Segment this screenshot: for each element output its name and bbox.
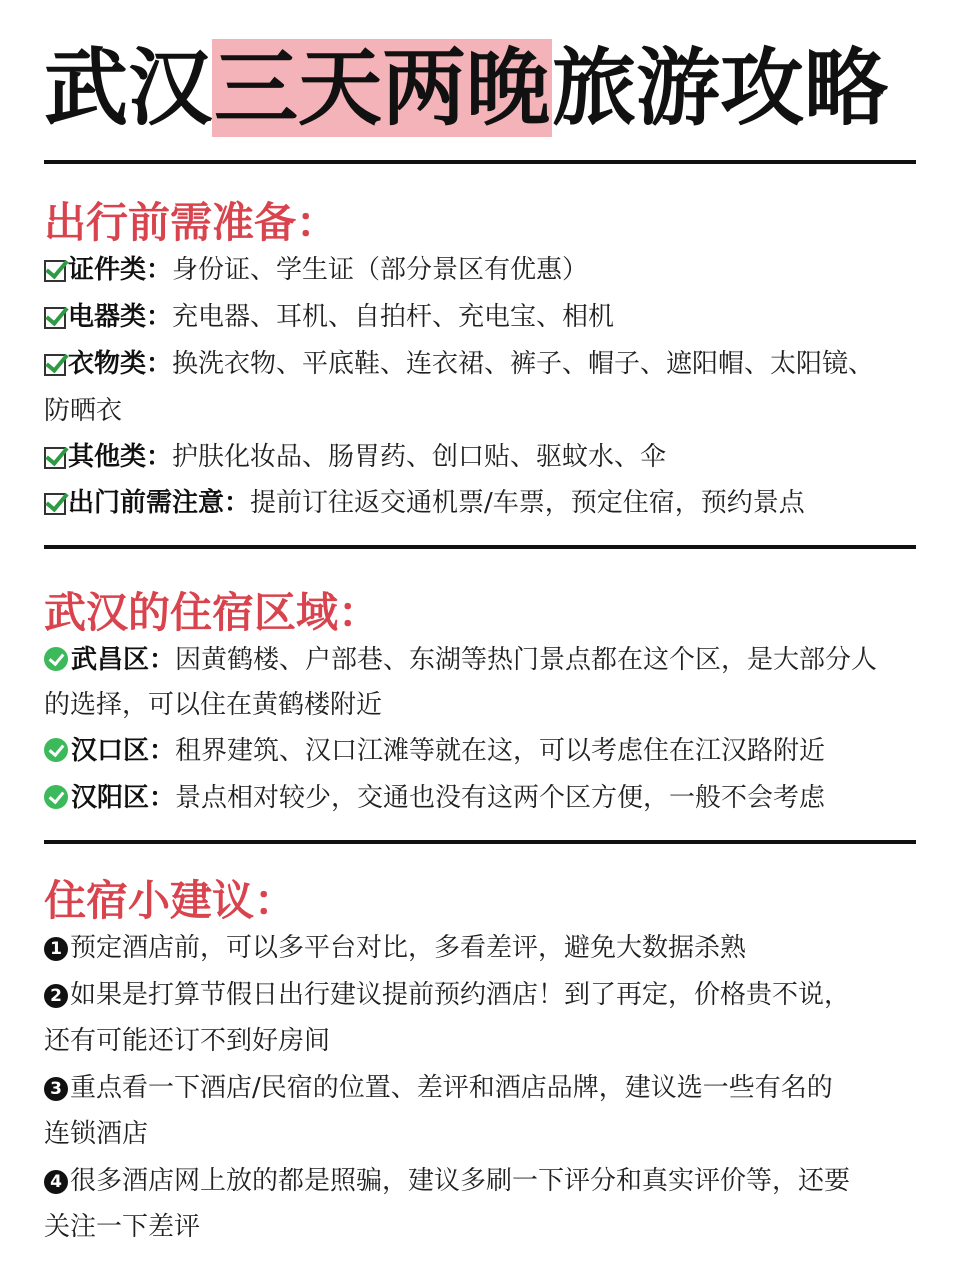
- list-item-tip-2: 2 如果是打算节假日出行建议提前预约酒店！到了再定，价格贵不说，: [44, 972, 948, 1018]
- check-circle-icon: [44, 785, 68, 809]
- section-title-accommodation-areas: 武汉的住宿区域：: [44, 588, 381, 637]
- check-circle-icon: [44, 647, 68, 671]
- check-circle-icon: [44, 738, 68, 762]
- title-highlight: 三天两晚: [214, 39, 551, 137]
- page-title: [44, 40, 888, 136]
- divider-1: [44, 160, 916, 164]
- title-part1: 武汉: [44, 39, 213, 137]
- divider-3: [44, 840, 916, 844]
- list-item-tip-4: 4 很多酒店网上放的都是照骗，建议多刷一下评分和真实评价等，还要: [44, 1158, 948, 1204]
- title-part2: 旅游攻略: [552, 39, 889, 137]
- checkbox-icon: [44, 307, 66, 329]
- list-item-clothing-cont: 防晒衣: [44, 396, 123, 426]
- list-item-hanyang: 汉阳区：景点相对较少，交通也没有这两个区方便，一般不会考虑: [44, 775, 948, 821]
- divider-2: [44, 545, 916, 549]
- number-badge: 1: [44, 937, 68, 961]
- list-item-tip-4-cont: 关注一下差评: [44, 1212, 201, 1242]
- list-item-tip-2-cont: 还有可能还订不到好房间: [44, 1026, 331, 1056]
- list-item-wuchang-cont: 的选择，可以住在黄鹤楼附近: [44, 690, 383, 720]
- list-item-before-leaving: 出门前需注意：提前订往返交通机票/车票，预定住宿，预约景点: [44, 480, 948, 526]
- list-item-wuchang: 武昌区：因黄鹤楼、户部巷、东湖等热门景点都在这个区，是大部分人: [44, 637, 948, 683]
- checkbox-icon: [44, 354, 66, 376]
- list-item-clothing: 衣物类：换洗衣物、平底鞋、连衣裙、裤子、帽子、遮阳帽、太阳镜、: [44, 341, 948, 387]
- checkbox-icon: [44, 493, 66, 515]
- section-title-preparation: 出行前需准备：: [44, 198, 339, 247]
- list-item-hankou: 汉口区：租界建筑、汉口江滩等就在这，可以考虑住在江汉路附近: [44, 728, 948, 774]
- section-title-tips: 住宿小建议：: [44, 876, 297, 925]
- checkbox-icon: [44, 260, 66, 282]
- number-badge: 3: [44, 1077, 68, 1101]
- checkbox-icon: [44, 447, 66, 469]
- list-item-other: 其他类：护肤化妆品、肠胃药、创口贴、驱蚊水、伞: [44, 434, 948, 480]
- list-item-documents: 证件类：身份证、学生证（部分景区有优惠）: [44, 247, 948, 293]
- list-item-tip-1: 1 预定酒店前，可以多平台对比，多看差评，避免大数据杀熟: [44, 925, 948, 971]
- list-item-tip-3-cont: 连锁酒店: [44, 1119, 149, 1149]
- list-item-tip-3: 3 重点看一下酒店/民宿的位置、差评和酒店品牌，建议选一些有名的: [44, 1065, 948, 1111]
- number-badge: 4: [44, 1170, 68, 1194]
- list-item-electronics: 电器类：充电器、耳机、自拍杆、充电宝、相机: [44, 294, 948, 340]
- number-badge: 2: [44, 984, 68, 1008]
